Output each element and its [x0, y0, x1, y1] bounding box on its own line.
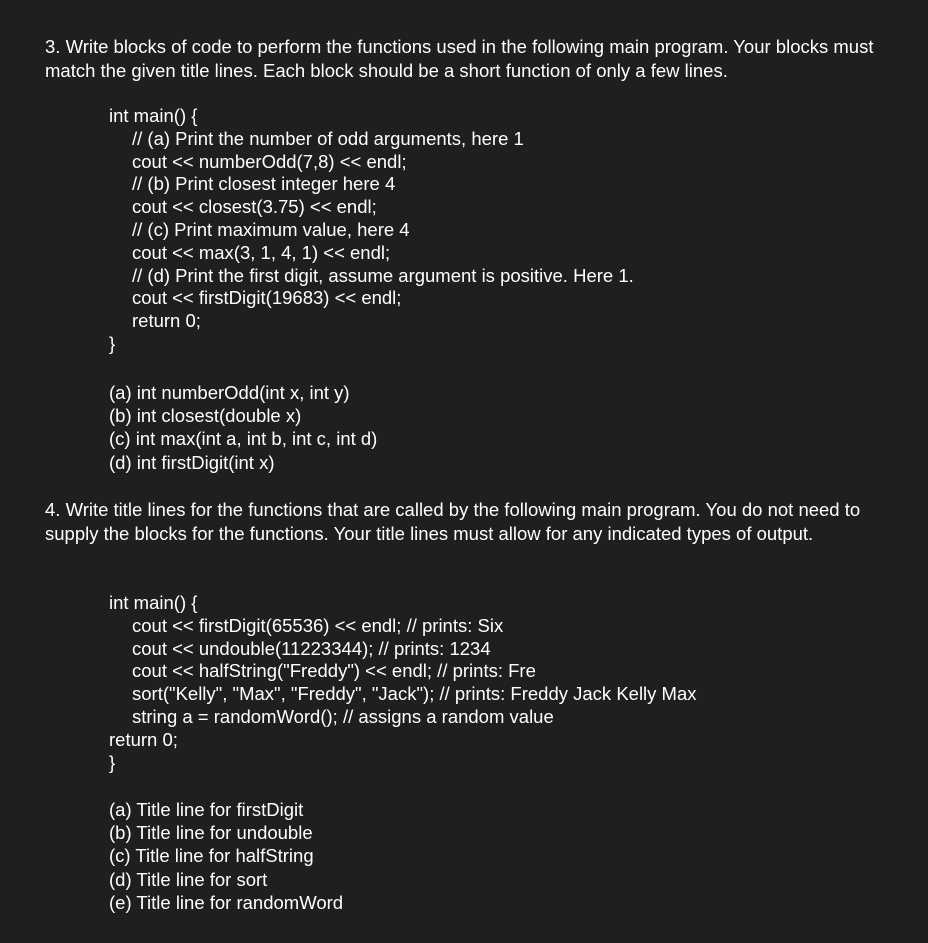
option-item: (c) int max(int a, int b, int c, int d)	[109, 428, 378, 450]
question-4-prompt: 4. Write title lines for the functions that are called by the following main program. You do not need to supply the blocks for the functions. Your title lines must allow for any indicated types of output.	[45, 499, 861, 544]
code-line: sort("Kelly", "Max", "Freddy", "Jack"); // prints: Freddy Jack Kelly Max	[132, 683, 697, 705]
option-item: (b) Title line for undouble	[109, 822, 313, 844]
code-line: // (b) Print closest integer here 4	[132, 173, 396, 195]
option-item: (d) int firstDigit(int x)	[109, 451, 275, 473]
code-line: }	[109, 332, 116, 354]
question-4-code-block	[109, 592, 697, 774]
question-4-options	[109, 798, 343, 914]
code-line: int main() {	[109, 105, 198, 126]
question-3-prompt: 3. Write blocks of code to perform the functions used in the following main program. Your blocks must match the given title lines. Each block should be a short function of only a few lines.	[45, 36, 874, 81]
code-line: // (d) Print the first digit, assume argument is positive. Here 1.	[132, 264, 634, 286]
code-line: cout << firstDigit(65536) << endl; // prints: Six	[132, 614, 504, 636]
code-line: return 0;	[109, 728, 178, 750]
code-line: }	[109, 751, 116, 773]
code-line: string a = randomWord(); // assigns a random value	[132, 705, 554, 727]
option-item: (e) Title line for randomWord	[109, 891, 344, 913]
code-line: cout << firstDigit(19683) << endl;	[132, 287, 402, 309]
code-line: cout << undouble(11223344); // prints: 1234	[132, 637, 491, 659]
code-line: // (c) Print maximum value, here 4	[132, 218, 410, 240]
question-3-options	[109, 381, 377, 474]
code-line: // (a) Print the number of odd arguments, here 1	[132, 127, 524, 149]
option-item: (c) Title line for halfString	[109, 845, 314, 867]
option-item: (a) Title line for firstDigit	[109, 799, 304, 820]
code-line: cout << closest(3.75) << endl;	[132, 196, 377, 218]
code-line: int main() {	[109, 592, 198, 613]
option-item: (a) int numberOdd(int x, int y)	[109, 382, 350, 403]
code-line: return 0;	[132, 310, 201, 332]
code-line: cout << halfString("Freddy") << endl; // prints: Fre	[132, 660, 536, 682]
option-item: (b) int closest(double x)	[109, 405, 302, 427]
option-item: (d) Title line for sort	[109, 868, 268, 890]
code-line: cout << numberOdd(7,8) << endl;	[132, 150, 407, 172]
code-line: cout << max(3, 1, 4, 1) << endl;	[132, 241, 391, 263]
question-3-code-block	[109, 105, 634, 356]
